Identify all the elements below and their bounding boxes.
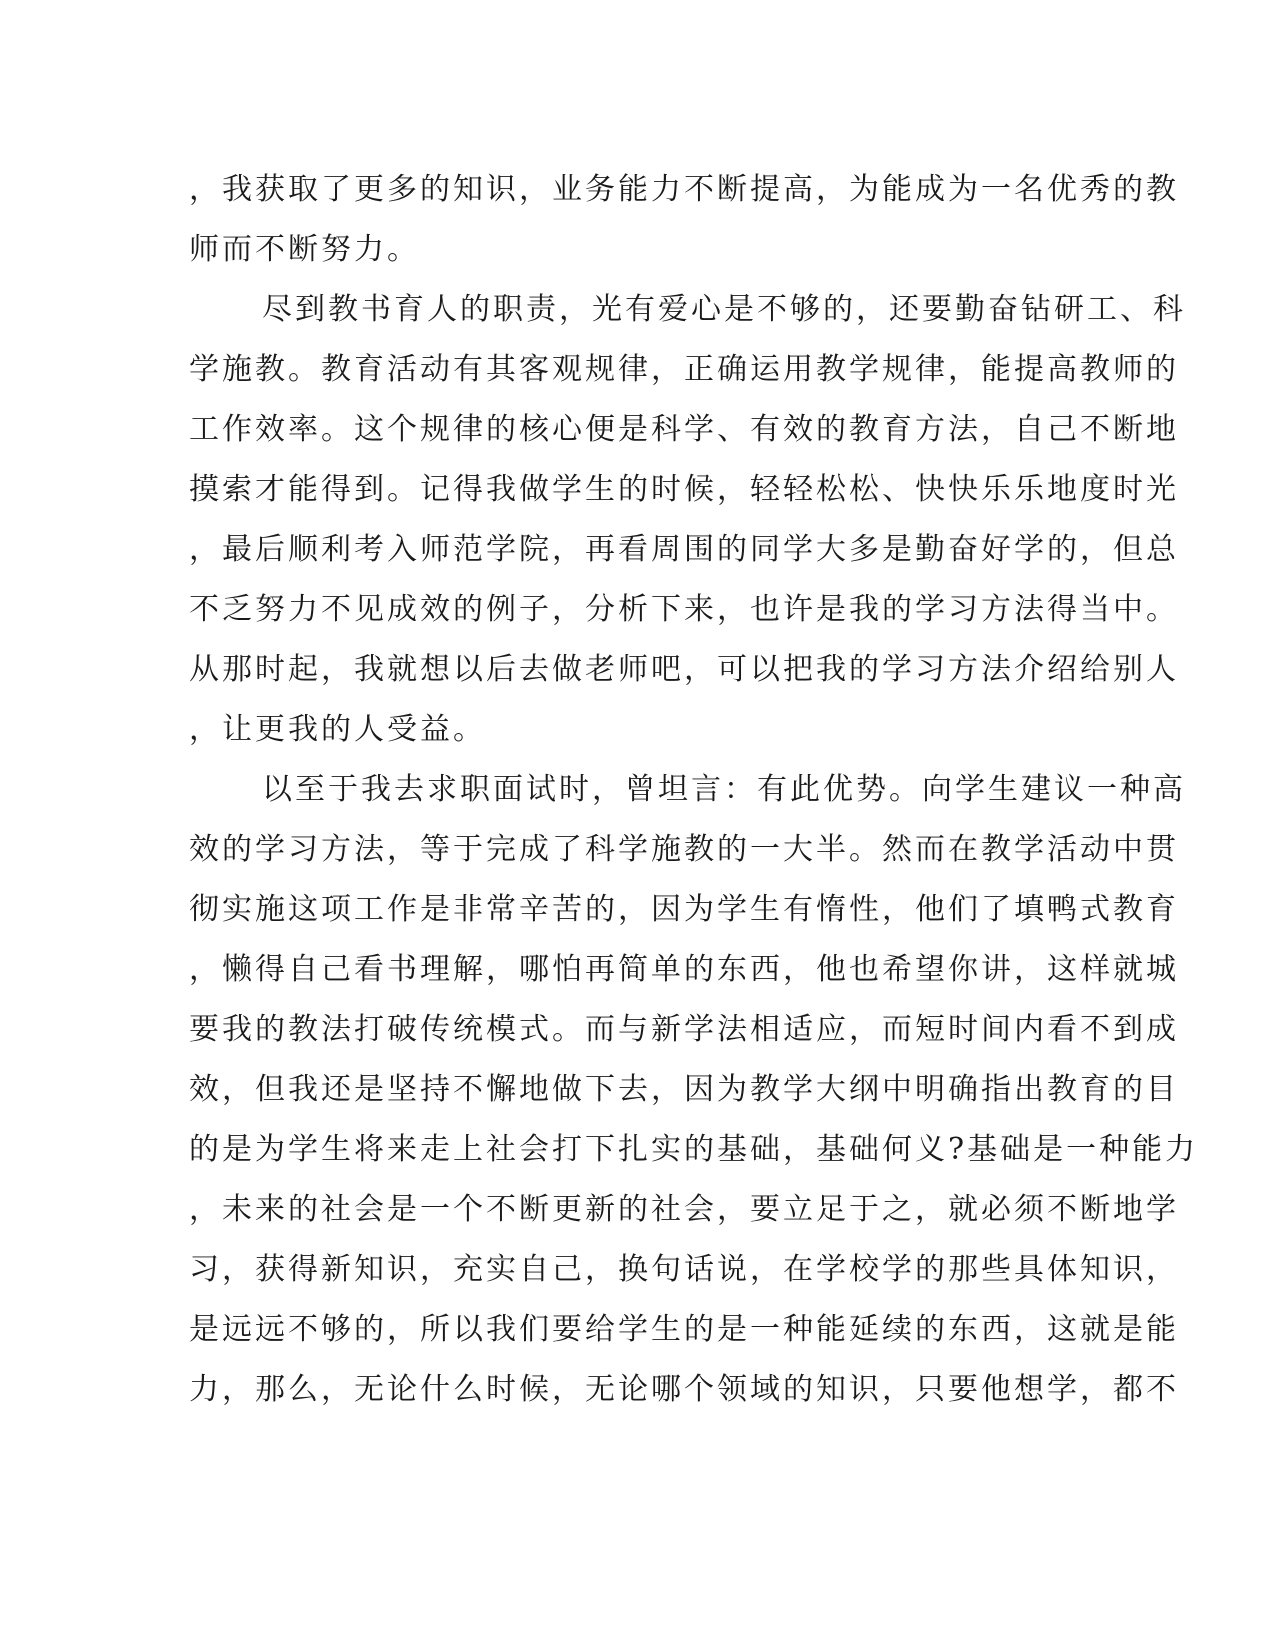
- text-line: 从那时起，我就想以后去做老师吧，可以把我的学习方法介绍给别人: [189, 652, 1179, 687]
- text-line: ，未来的社会是一个不断更新的社会，要立足于之，就必须不断地学: [189, 1192, 1179, 1227]
- text-line: 习，获得新知识，充实自己，换句话说，在学校学的那些具体知识，: [189, 1252, 1179, 1287]
- text-line: 彻实施这项工作是非常辛苦的，因为学生有惰性，他们了填鸭式教育: [189, 892, 1179, 927]
- text-line: 工作效率。这个规律的核心便是科学、有效的教育方法，自己不断地: [189, 412, 1179, 447]
- text-line: 摸索才能得到。记得我做学生的时候，轻轻松松、快快乐乐地度时光: [189, 472, 1179, 507]
- text-line: ，懒得自己看书理解，哪怕再简单的东西，他也希望你讲，这样就城: [189, 952, 1179, 987]
- text-line: 力，那么，无论什么时候，无论哪个领域的知识，只要他想学，都不: [189, 1372, 1179, 1407]
- text-line: 学施教。教育活动有其客观规律，正确运用教学规律，能提高教师的: [189, 352, 1179, 387]
- text-line: 效，但我还是坚持不懈地做下去，因为教学大纲中明确指出教育的目: [189, 1072, 1179, 1107]
- text-line: 要我的教法打破传统模式。而与新学法相适应，而短时间内看不到成: [189, 1012, 1179, 1047]
- text-line: 的是为学生将来走上社会打下扎实的基础，基础何义?基础是一种能力: [189, 1132, 1199, 1167]
- text-line: 不乏努力不见成效的例子，分析下来，也许是我的学习方法得当中。: [189, 592, 1179, 627]
- body-text: [189, 160, 1199, 1420]
- text-line: 是远远不够的，所以我们要给学生的是一种能延续的东西，这就是能: [189, 1312, 1179, 1347]
- text-line: 效的学习方法，等于完成了科学施教的一大半。然而在教学活动中贯: [189, 832, 1179, 867]
- paragraph-start-line: 尽到教书育人的职责，光有爱心是不够的，还要勤奋钻研工、科: [262, 292, 1186, 327]
- text-line: ，让更我的人受益。: [189, 712, 486, 747]
- text-line: ，我获取了更多的知识，业务能力不断提高，为能成为一名优秀的教: [189, 172, 1179, 207]
- text-line: 师而不断努力。: [189, 232, 420, 267]
- paragraph-start-line: 以至于我去求职面试时，曾坦言：有此优势。向学生建议一种高: [262, 772, 1186, 807]
- text-line: ，最后顺利考入师范学院，再看周围的同学大多是勤奋好学的，但总: [189, 532, 1179, 567]
